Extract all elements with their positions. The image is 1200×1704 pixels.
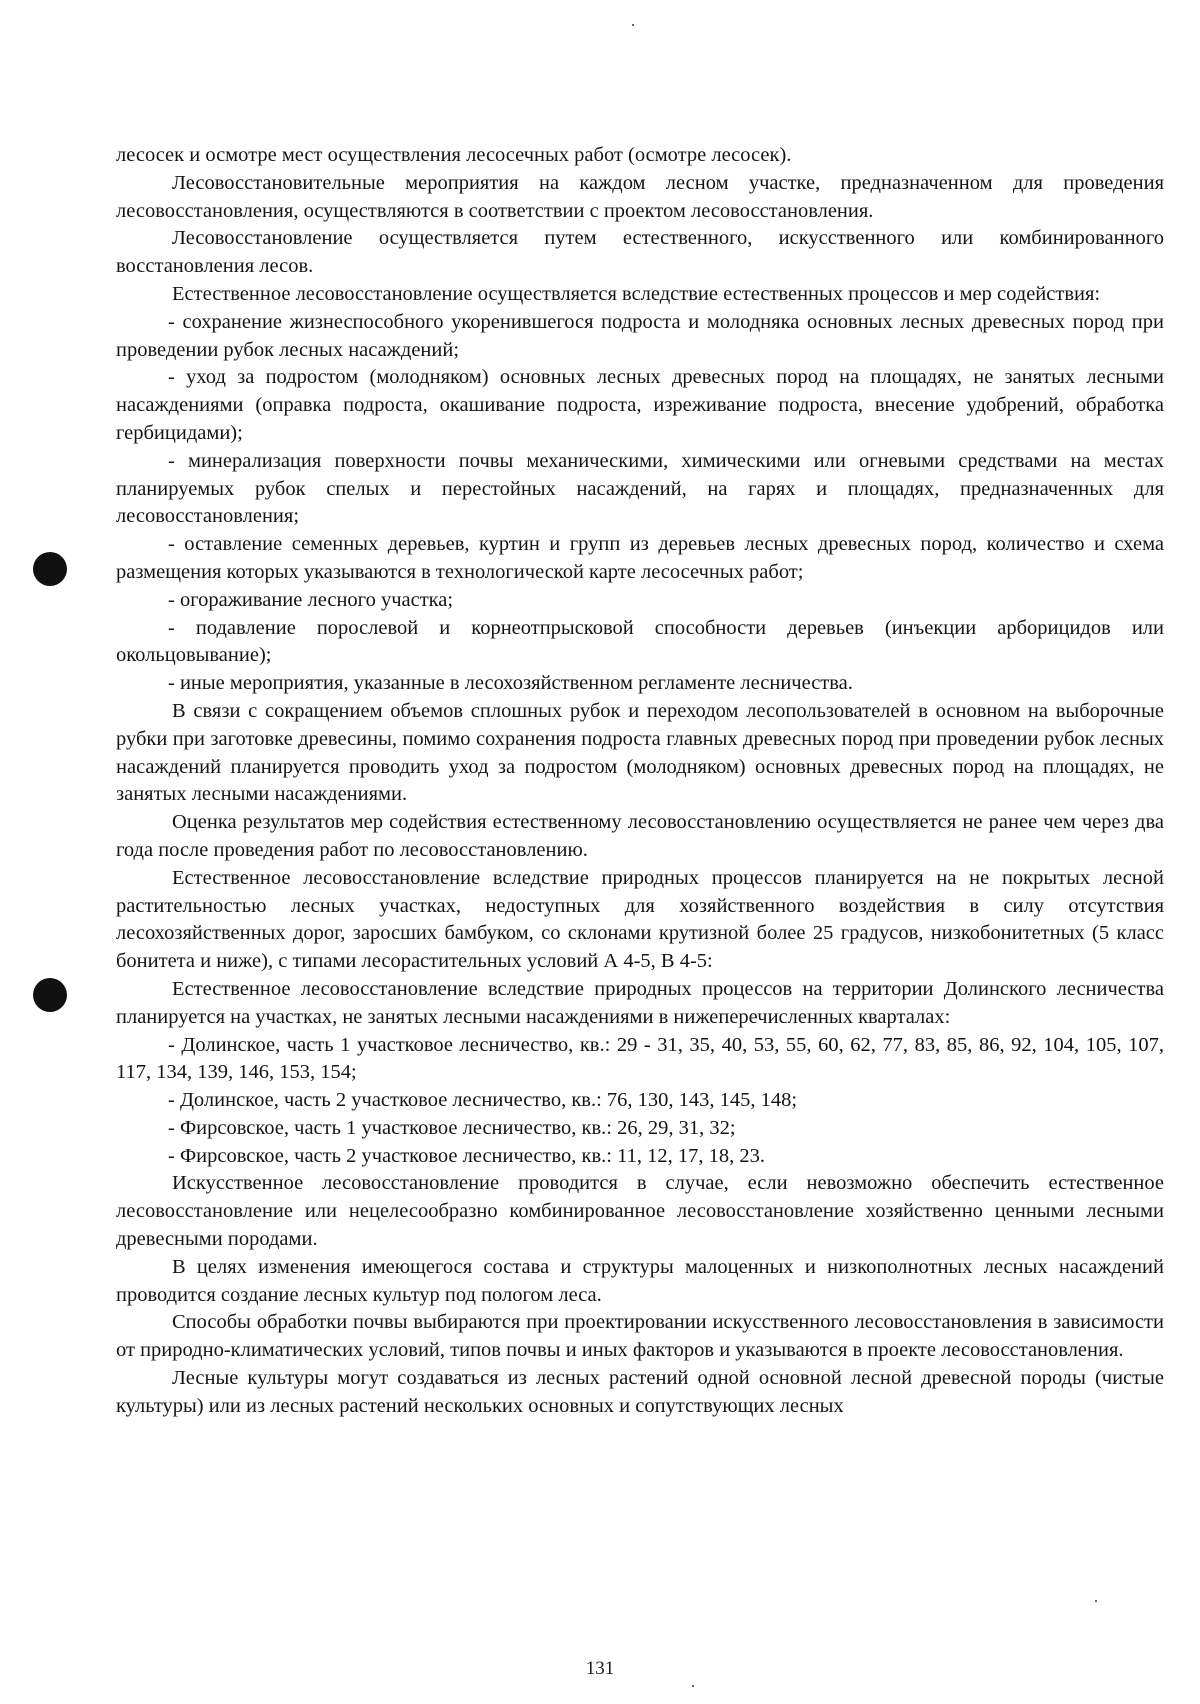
page-number: 131 [585, 1658, 615, 1679]
scan-speck [1095, 1600, 1097, 1602]
list-item: - Фирсовское, часть 2 участковое лесничество, кв.: 11, 12, 17, 18, 23. [168, 1144, 765, 1167]
list-item: - огораживание лесного участка; [168, 588, 454, 611]
list-item: - иные мероприятия, указанные в лесохозяйственном регламенте лесничества. [168, 672, 853, 695]
paragraph: Естественное лесовосстановление вследствие природных процессов планируется на не покрытых лесной растительностью лесных участках, недоступных для хозяйственного воздействия в силу отсутствия лесохозяйственных дорог, заросших бамбуком, со склонами крутизной более 25 градусов, низкобонитетных (5 класс бонитета и ниже), с типами лесорастительных условий А 4-5, В 4-5: [116, 866, 1164, 973]
paragraph: Лесные культуры могут создаваться из лесных растений одной основной лесной древесной породы (чистые культуры) или из лесных растений нескольких основных и сопутствующих лесных [116, 1367, 1164, 1417]
paragraph: Естественное лесовосстановление осуществляется вследствие естественных процессов и мер содействия: [172, 282, 1101, 305]
list-item: - Долинское, часть 2 участковое лесничество, кв.: 76, 130, 143, 145, 148; [168, 1089, 798, 1112]
list-item: - уход за подростом (молодняком) основных лесных древесных пород на площадях, не занятых лесными насаждениями (оправка подроста, окашивание подроста, изреживание подроста, внесение удобрений, обработка гербицидами); [116, 366, 1164, 444]
list-item: - Фирсовское, часть 1 участковое лесничество, кв.: 26, 29, 31, 32; [168, 1116, 736, 1139]
list-item: - Долинское, часть 1 участковое лесничество, кв.: 29 - 31, 35, 40, 53, 55, 60, 62, 77, 83, 85, 86, 92, 104, 105, 107, 117, 134, 139, 146, 153, 154; [116, 1033, 1164, 1084]
list-item: - минерализация поверхности почвы механическими, химическими или огневыми средствами на местах планируемых рубок спелых и перестойных насаждений, на гарях и площадях, предназначенных для лесовосстановления; [116, 449, 1164, 528]
scan-speck [632, 24, 634, 26]
list-item: - подавление порослевой и корнеотпрысковой способности деревьев (инъекции арборицидов или окольцовывание); [116, 616, 1164, 667]
paragraph: В целях изменения имеющегося состава и структуры малоценных и низкополнотных лесных насаждений проводится создание лесных культур под пологом леса. [116, 1255, 1164, 1306]
paragraph: Искусственное лесовосстановление проводится в случае, если невозможно обеспечить естественное лесовосстановление или нецелесообразно комбинированное лесовосстановление хозяйственно ценными лесными древесными породами. [116, 1172, 1164, 1251]
list-item: - оставление семенных деревьев, куртин и групп из деревьев лесных древесных пород, количество и схема размещения которых указываются в технологической карте лесосечных работ; [116, 533, 1164, 583]
paragraph: лесосек и осмотре мест осуществления лесосечных работ (осмотре лесосек). [116, 144, 792, 166]
paragraph: В связи с сокращением объемов сплошных рубок и переходом лесопользователей в основном на выборочные рубки при заготовке древесины, помимо сохранения подроста главных древесных пород при проведении рубок лесных насаждений планируется проводить уход за подростом (молодняком) основных древесных пород на площадях, не занятых лесными насаждениями. [116, 699, 1164, 806]
punch-hole-lower [33, 978, 67, 1012]
list-item: - сохранение жизнеспособного укоренившегося подроста и молодняка основных лесных древесных пород при проведении рубок лесных насаждений; [116, 310, 1164, 361]
paragraph: Лесовосстановление осуществляется путем естественного, искусственного или комбинированного восстановления лесов. [116, 227, 1164, 278]
scan-speck [692, 1685, 694, 1687]
paragraph: Оценка результатов мер содействия естественному лесовосстановлению осуществляется не ранее чем через два года после проведения работ по лесовосстановлению. [116, 811, 1164, 861]
paragraph: Естественное лесовосстановление вследствие природных процессов на территории Долинского лесничества планируется на участках, не занятых лесными насаждениями в нижеперечисленных кварталах: [116, 977, 1164, 1028]
paragraph: Способы обработки почвы выбираются при проектировании искусственного лесовосстановления в зависимости от природно-климатических условий, типов почвы и иных факторов и указываются в проекте лесовосстановления. [116, 1311, 1164, 1362]
document-body [116, 142, 1164, 1421]
punch-hole-upper [33, 552, 67, 586]
paragraph: Лесовосстановительные мероприятия на каждом лесном участке, предназначенном для проведения лесовосстановления, осуществляются в соответствии с проектом лесовосстановления. [116, 171, 1164, 222]
